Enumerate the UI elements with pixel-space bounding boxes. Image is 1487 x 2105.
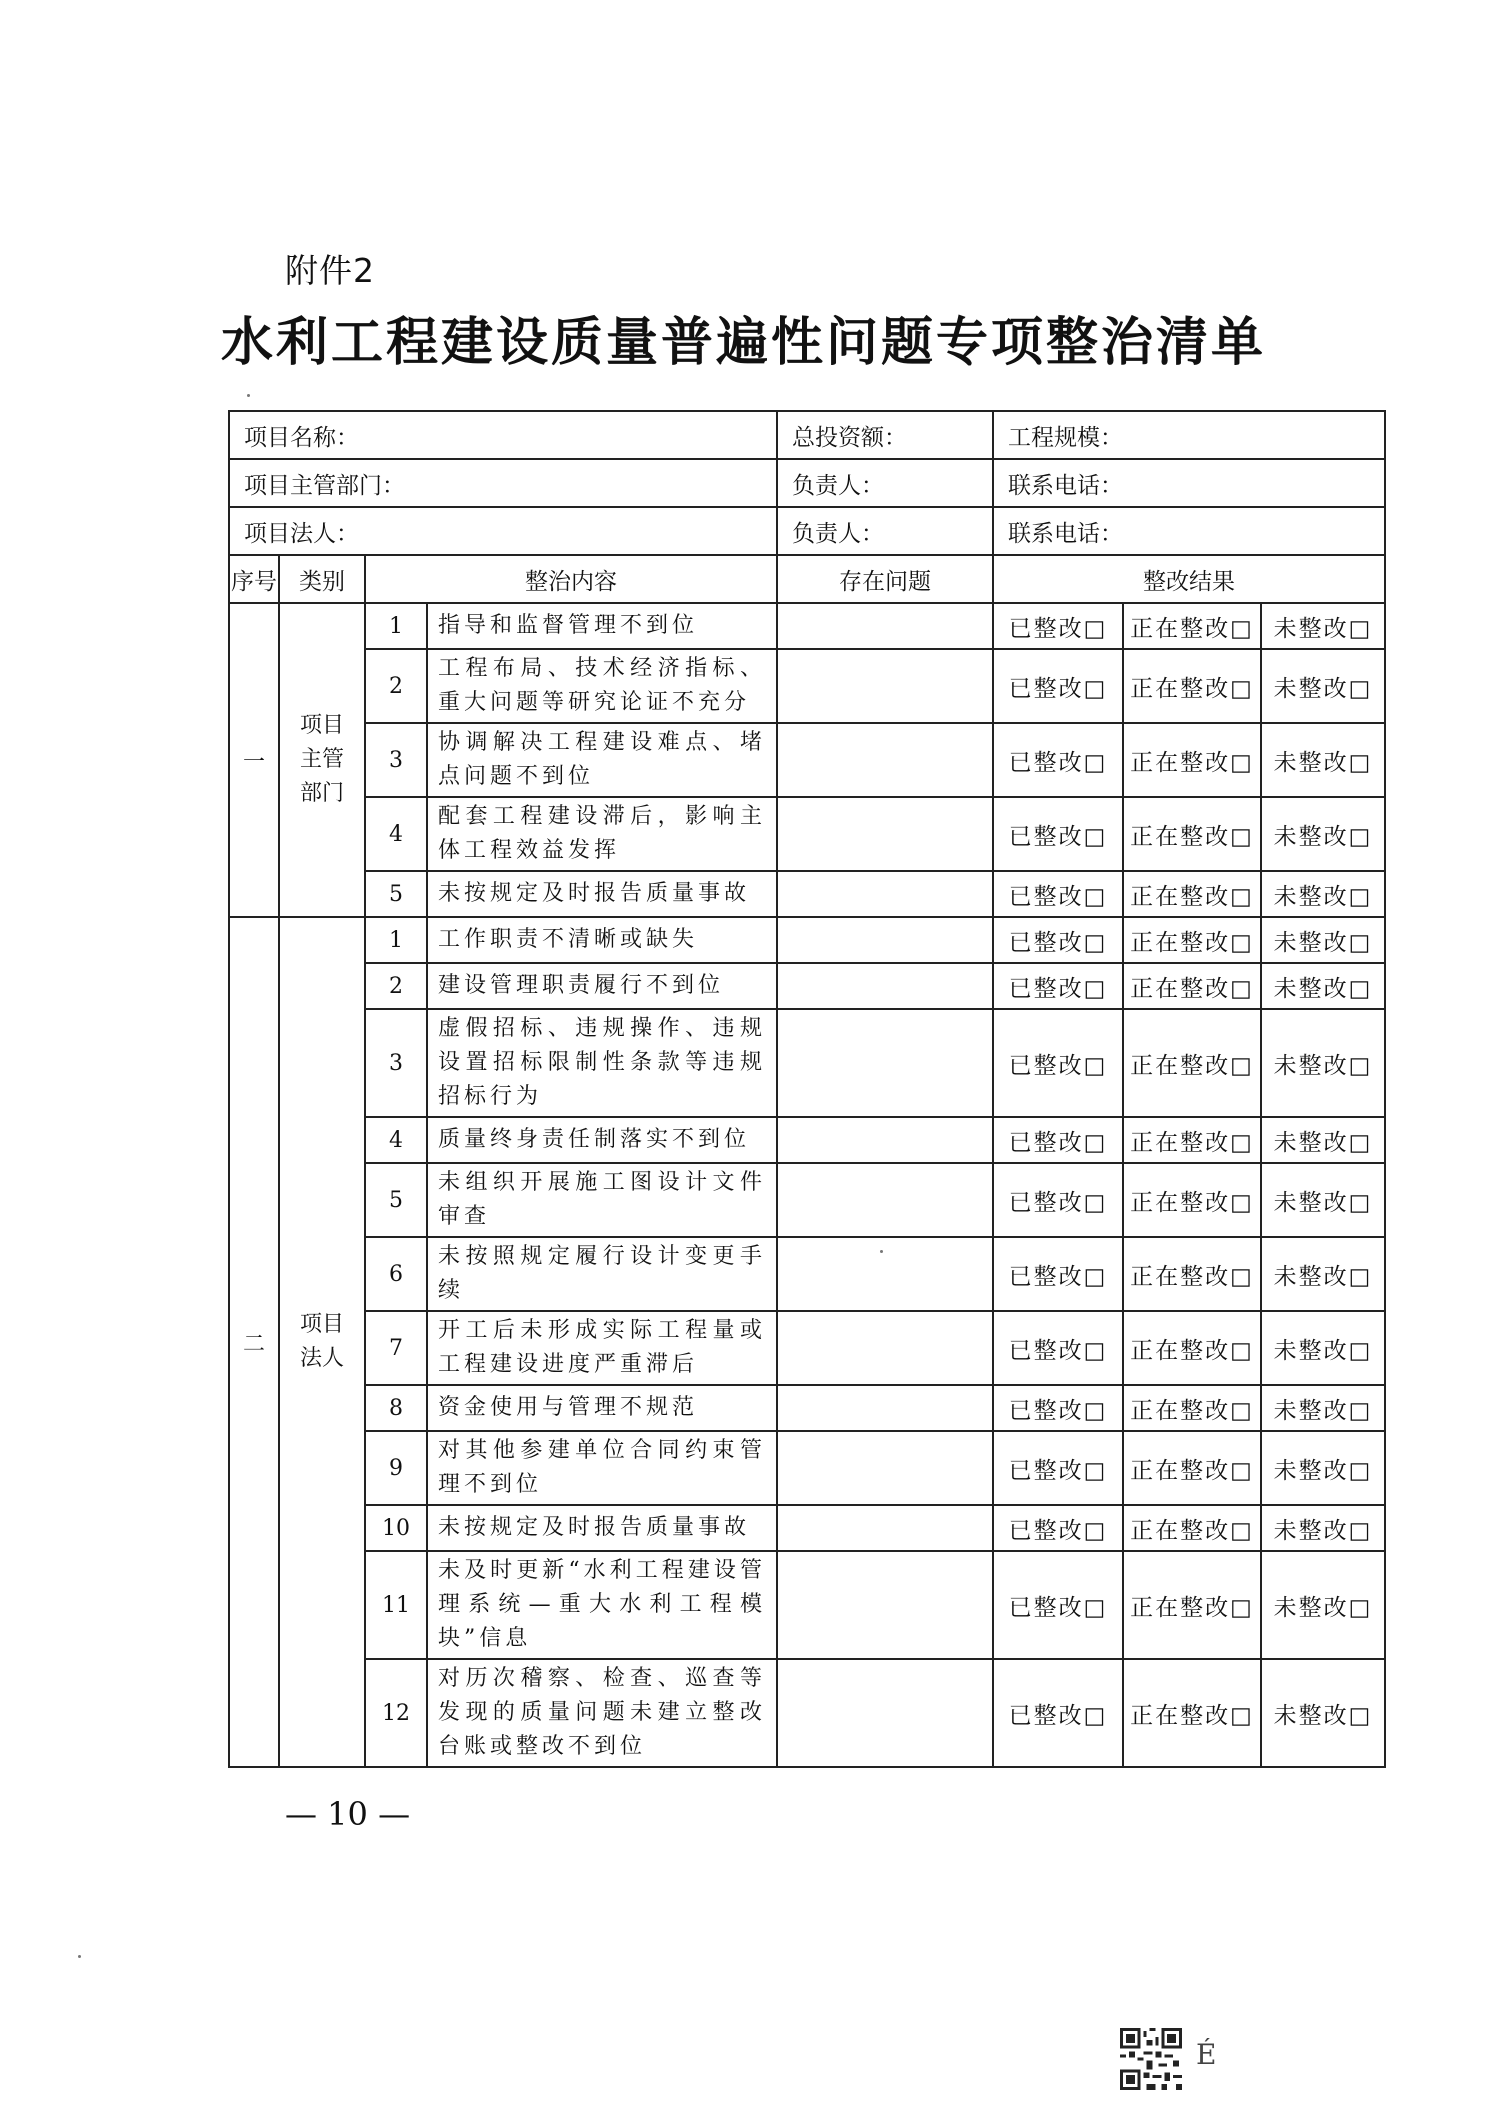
status-done-checkbox[interactable]: 已整改□ [993, 1551, 1123, 1659]
status-done-checkbox[interactable]: 已整改□ [993, 1385, 1123, 1431]
item-content: 工程布局、技术经济指标、重大问题等研究论证不充分 [427, 649, 777, 723]
issue-cell[interactable] [777, 1117, 993, 1163]
issue-cell[interactable] [777, 1431, 993, 1505]
total-investment-label: 总投资额： [777, 411, 993, 459]
status-in-progress-checkbox[interactable]: 正在整改□ [1123, 871, 1261, 917]
status-done-checkbox[interactable]: 已整改□ [993, 797, 1123, 871]
status-in-progress-checkbox[interactable]: 正在整改□ [1123, 963, 1261, 1009]
issue-cell[interactable] [777, 723, 993, 797]
col-content: 整治内容 [365, 555, 777, 603]
status-in-progress-checkbox[interactable]: 正在整改□ [1123, 1009, 1261, 1117]
item-content: 指导和监督管理不到位 [427, 603, 777, 649]
group-seq: 二 [229, 917, 279, 1767]
status-in-progress-checkbox[interactable]: 正在整改□ [1123, 1505, 1261, 1551]
issue-cell[interactable] [777, 603, 993, 649]
item-content: 协调解决工程建设难点、堵点问题不到位 [427, 723, 777, 797]
table-row [229, 1009, 1385, 1117]
status-not-done-checkbox[interactable]: 未整改□ [1261, 1237, 1385, 1311]
issue-cell[interactable] [777, 1163, 993, 1237]
item-number: 7 [365, 1311, 427, 1385]
table-row [229, 603, 1385, 649]
status-done-checkbox[interactable]: 已整改□ [993, 917, 1123, 963]
project-scale-label: 工程规模： [993, 411, 1385, 459]
document-title: 水利工程建设质量普遍性问题专项整治清单 [220, 312, 1266, 373]
status-in-progress-checkbox[interactable]: 正在整改□ [1123, 649, 1261, 723]
legal-entity-person-label: 负责人： [777, 507, 993, 555]
issue-cell[interactable] [777, 1659, 993, 1767]
issue-cell[interactable] [777, 649, 993, 723]
status-not-done-checkbox[interactable]: 未整改□ [1261, 1431, 1385, 1505]
table-row [229, 1551, 1385, 1659]
status-not-done-checkbox[interactable]: 未整改□ [1261, 1659, 1385, 1767]
col-seq: 序号 [229, 555, 279, 603]
item-number: 1 [365, 917, 427, 963]
status-done-checkbox[interactable]: 已整改□ [993, 649, 1123, 723]
status-done-checkbox[interactable]: 已整改□ [993, 1117, 1123, 1163]
item-number: 4 [365, 797, 427, 871]
table-row [229, 963, 1385, 1009]
status-done-checkbox[interactable]: 已整改□ [993, 963, 1123, 1009]
table-row [229, 723, 1385, 797]
status-done-checkbox[interactable]: 已整改□ [993, 871, 1123, 917]
status-done-checkbox[interactable]: 已整改□ [993, 1237, 1123, 1311]
item-number: 8 [365, 1385, 427, 1431]
issue-cell[interactable] [777, 1385, 993, 1431]
table-row [229, 1311, 1385, 1385]
table-row [229, 1117, 1385, 1163]
issue-cell[interactable] [777, 1551, 993, 1659]
item-number: 11 [365, 1551, 427, 1659]
status-not-done-checkbox[interactable]: 未整改□ [1261, 1385, 1385, 1431]
item-number: 9 [365, 1431, 427, 1505]
table-row [229, 1431, 1385, 1505]
issue-cell[interactable] [777, 1311, 993, 1385]
status-done-checkbox[interactable]: 已整改□ [993, 603, 1123, 649]
scan-speck [880, 1250, 883, 1253]
header-row-authority [229, 459, 1385, 507]
item-content: 资金使用与管理不规范 [427, 1385, 777, 1431]
table-row [229, 871, 1385, 917]
item-number: 4 [365, 1117, 427, 1163]
status-done-checkbox[interactable]: 已整改□ [993, 723, 1123, 797]
item-content: 虚假招标、违规操作、违规设置招标限制性条款等违规招标行为 [427, 1009, 777, 1117]
header-row-project-name [229, 411, 1385, 459]
qr-code-icon [1120, 2028, 1182, 2090]
status-not-done-checkbox[interactable]: 未整改□ [1261, 963, 1385, 1009]
table-row [229, 649, 1385, 723]
authority-person-label: 负责人： [777, 459, 993, 507]
group-category-text: 项目法人 [299, 1312, 344, 1371]
col-category: 类别 [279, 555, 365, 603]
group-category [279, 917, 365, 1767]
status-in-progress-checkbox[interactable]: 正在整改□ [1123, 1237, 1261, 1311]
attachment-label: 附件2 [285, 251, 375, 290]
status-done-checkbox[interactable]: 已整改□ [993, 1659, 1123, 1767]
status-not-done-checkbox[interactable]: 未整改□ [1261, 1551, 1385, 1659]
status-in-progress-checkbox[interactable]: 正在整改□ [1123, 917, 1261, 963]
issue-cell[interactable] [777, 797, 993, 871]
status-done-checkbox[interactable]: 已整改□ [993, 1431, 1123, 1505]
status-not-done-checkbox[interactable]: 未整改□ [1261, 797, 1385, 871]
item-content: 未组织开展施工图设计文件审查 [427, 1163, 777, 1237]
item-content: 对历次稽察、检查、巡查等发现的质量问题未建立整改台账或整改不到位 [427, 1659, 777, 1767]
status-done-checkbox[interactable]: 已整改□ [993, 1505, 1123, 1551]
status-not-done-checkbox[interactable]: 未整改□ [1261, 603, 1385, 649]
item-content: 未及时更新“水利工程建设管理系统—重大水利工程模块”信息 [427, 1551, 777, 1659]
status-not-done-checkbox[interactable]: 未整改□ [1261, 649, 1385, 723]
status-done-checkbox[interactable]: 已整改□ [993, 1009, 1123, 1117]
rectification-table [228, 410, 1386, 1768]
issue-cell[interactable] [777, 871, 993, 917]
item-number: 12 [365, 1659, 427, 1767]
table-row [229, 1385, 1385, 1431]
status-not-done-checkbox[interactable]: 未整改□ [1261, 1505, 1385, 1551]
item-number: 2 [365, 649, 427, 723]
authority-phone-label: 联系电话： [993, 459, 1385, 507]
item-content: 未按规定及时报告质量事故 [427, 871, 777, 917]
issue-cell[interactable] [777, 1505, 993, 1551]
status-in-progress-checkbox[interactable]: 正在整改□ [1123, 723, 1261, 797]
status-in-progress-checkbox[interactable]: 正在整改□ [1123, 1117, 1261, 1163]
item-content: 未按照规定履行设计变更手续 [427, 1237, 777, 1311]
table-row [229, 1659, 1385, 1767]
status-not-done-checkbox[interactable]: 未整改□ [1261, 917, 1385, 963]
item-number: 10 [365, 1505, 427, 1551]
status-not-done-checkbox[interactable]: 未整改□ [1261, 1009, 1385, 1117]
header-row-legal-entity [229, 507, 1385, 555]
item-number: 3 [365, 723, 427, 797]
item-number: 6 [365, 1237, 427, 1311]
item-content: 配套工程建设滞后，影响主体工程效益发挥 [427, 797, 777, 871]
status-not-done-checkbox[interactable]: 未整改□ [1261, 1163, 1385, 1237]
scan-speck [78, 1955, 81, 1958]
item-number: 2 [365, 963, 427, 1009]
column-header-row [229, 555, 1385, 603]
table-row [229, 797, 1385, 871]
status-in-progress-checkbox[interactable]: 正在整改□ [1123, 1431, 1261, 1505]
issue-cell[interactable] [777, 917, 993, 963]
corner-mark: É [1196, 2038, 1217, 2071]
status-in-progress-checkbox[interactable]: 正在整改□ [1123, 1163, 1261, 1237]
group-category [279, 603, 365, 917]
issue-cell[interactable] [777, 963, 993, 1009]
status-done-checkbox[interactable]: 已整改□ [993, 1311, 1123, 1385]
item-number: 5 [365, 1163, 427, 1237]
status-in-progress-checkbox[interactable]: 正在整改□ [1123, 1659, 1261, 1767]
item-number: 1 [365, 603, 427, 649]
scan-speck [247, 394, 250, 397]
status-in-progress-checkbox[interactable]: 正在整改□ [1123, 603, 1261, 649]
item-content: 未按规定及时报告质量事故 [427, 1505, 777, 1551]
status-in-progress-checkbox[interactable]: 正在整改□ [1123, 797, 1261, 871]
item-number: 5 [365, 871, 427, 917]
page-number: — 10 — [285, 1795, 411, 1833]
table-row [229, 917, 1385, 963]
status-done-checkbox[interactable]: 已整改□ [993, 1163, 1123, 1237]
authority-label: 项目主管部门： [229, 459, 777, 507]
issue-cell[interactable] [777, 1237, 993, 1311]
item-content: 工作职责不清晰或缺失 [427, 917, 777, 963]
project-name-label: 项目名称： [229, 411, 777, 459]
item-content: 质量终身责任制落实不到位 [427, 1117, 777, 1163]
item-content: 开工后未形成实际工程量或工程建设进度严重滞后 [427, 1311, 777, 1385]
issue-cell[interactable] [777, 1009, 993, 1117]
table-row [229, 1163, 1385, 1237]
status-in-progress-checkbox[interactable]: 正在整改□ [1123, 1311, 1261, 1385]
status-not-done-checkbox[interactable]: 未整改□ [1261, 723, 1385, 797]
status-not-done-checkbox[interactable]: 未整改□ [1261, 1117, 1385, 1163]
col-result: 整改结果 [993, 555, 1385, 603]
item-content: 对其他参建单位合同约束管理不到位 [427, 1431, 777, 1505]
item-number: 3 [365, 1009, 427, 1117]
table-row [229, 1237, 1385, 1311]
status-in-progress-checkbox[interactable]: 正在整改□ [1123, 1551, 1261, 1659]
item-content: 建设管理职责履行不到位 [427, 963, 777, 1009]
group-seq: 一 [229, 603, 279, 917]
status-not-done-checkbox[interactable]: 未整改□ [1261, 871, 1385, 917]
status-in-progress-checkbox[interactable]: 正在整改□ [1123, 1385, 1261, 1431]
group-category-text: 项目主管部门 [299, 713, 344, 806]
status-not-done-checkbox[interactable]: 未整改□ [1261, 1311, 1385, 1385]
legal-entity-phone-label: 联系电话： [993, 507, 1385, 555]
legal-entity-label: 项目法人： [229, 507, 777, 555]
table-row [229, 1505, 1385, 1551]
col-issue: 存在问题 [777, 555, 993, 603]
